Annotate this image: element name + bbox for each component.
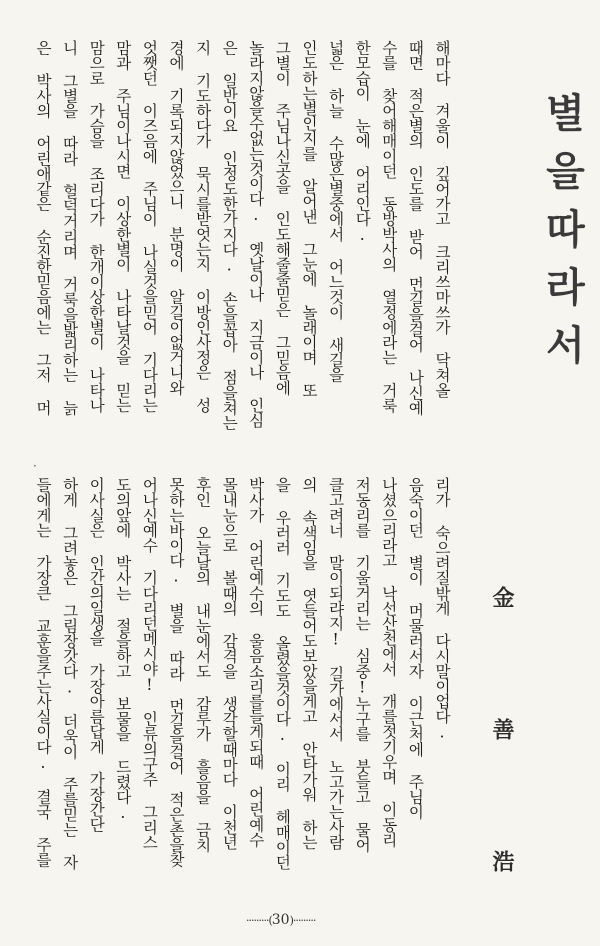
text-column: 이사실은 인간의일생을 가장아름답게 가장간단 [87, 477, 106, 832]
page-number: 30 [271, 912, 290, 928]
text-column: 박사가 어린예수의 울음소리를들게되때 어린예수 [246, 477, 265, 847]
text-column: 맘으로 가슴을 조리다가 한개이상한별이 나타나 [87, 40, 106, 413]
text-column: 들에게는 가장큰 교훈을주는사실이다. 결국 주를 [34, 477, 52, 868]
text-column: 나셨으리라고 낙선산천에서 개를젓기우며 이동리 [379, 477, 398, 847]
text-column: 을 우러러 기도도 올렸을것이다. 이리 헤매이던 [273, 477, 292, 870]
text-column: 은 일반이요 인정도한가지다. 손을꼽아 점을쳐는 [220, 40, 239, 431]
text-column: 니 그별을 따라 헐덕거리며 거룩을밟리하는 늙 [60, 40, 79, 415]
text-column: 몰내눈으로 볼때의 감격을 생각할때마다 이천년 [220, 477, 239, 850]
text-column: 해마다 겨울이 깊어가고 크리쓰마쓰가 닥쳐올 [433, 40, 451, 398]
text-column: 리가 숙으려질밖게 다시말이업다. [433, 477, 451, 742]
text-column: 저동리를 기울거리는 심중!누구를 붓들고 물어 [353, 477, 372, 852]
text-column: 넓은 하늘 수많은별중에서 어느것이 새길을 [326, 40, 345, 383]
text-column: 경에 기록되지않었으니 분명이 알길이없거니와 [167, 40, 185, 395]
text-column: 클고려너 말이되랴지! 길가에서서 노고가는사람 [326, 477, 345, 850]
text-column: 지 기도하다가 묵시를받엇는지 이방인사정은 성 [193, 40, 212, 413]
text-column: 은 박사의 어린애같은 순진한믿음에는 그저 머 [34, 40, 52, 415]
text-column: 의 속색임을 엿들어도보았을게고 안타가워 하는 [300, 477, 318, 850]
margin-mark: · [33, 459, 37, 473]
text-column: 하게 그려놓은 그림장갓다. 더욱이 주를믿는 자 [60, 477, 79, 870]
article-title: 별을따라서 [539, 92, 586, 382]
text-column: 후인 오늘날의 내눈에서도 감루가 흘음을 금치 [193, 477, 212, 852]
text-column: 어나신예수 기다리던메시야! 인류의구주 그리스 [140, 477, 159, 850]
page-number-suffix: )········· [289, 914, 316, 927]
text-column: 그별이 주님나신곳을 인도해줄줄믿은 그믿음에 [273, 40, 292, 395]
text-column: 수를 찾어해매이던 동방박사의 열정에라는 거룩 [379, 40, 398, 413]
text-column: 놀라지않을수없는것이다. 옛날이나 지금이나 인심 [246, 40, 265, 428]
text-column: 음숙이던 별이 머물러서자 이근처에 주님이 [406, 477, 425, 820]
text-column: 못하는바이다. 별을 따라 먼길을걸어 적은촌을찾 [167, 477, 185, 868]
page-number-prefix: ·········( [246, 914, 272, 927]
text-column: 엇쨋던 이즈음에 주님이 나실것을믿어 기다리는 [140, 40, 159, 413]
page-number-footer [246, 912, 315, 928]
author-name: 金 善 浩 [489, 586, 515, 914]
text-column: 한모습이 눈에 어리인다. [353, 40, 372, 244]
text-column: 도의앞에 박사는 절을하고 보물을 드렸다. [113, 477, 132, 822]
text-column: 때면 적은별의 인도를 받어 먼길을걸어 나신예 [406, 40, 425, 415]
text-column: 맘과 주님이나시면 이상한별이 나타날것을 믿는 [113, 40, 132, 413]
text-column: 인도하는별인지를 알어낸 그눈에 놀래이며 또 [300, 40, 318, 398]
